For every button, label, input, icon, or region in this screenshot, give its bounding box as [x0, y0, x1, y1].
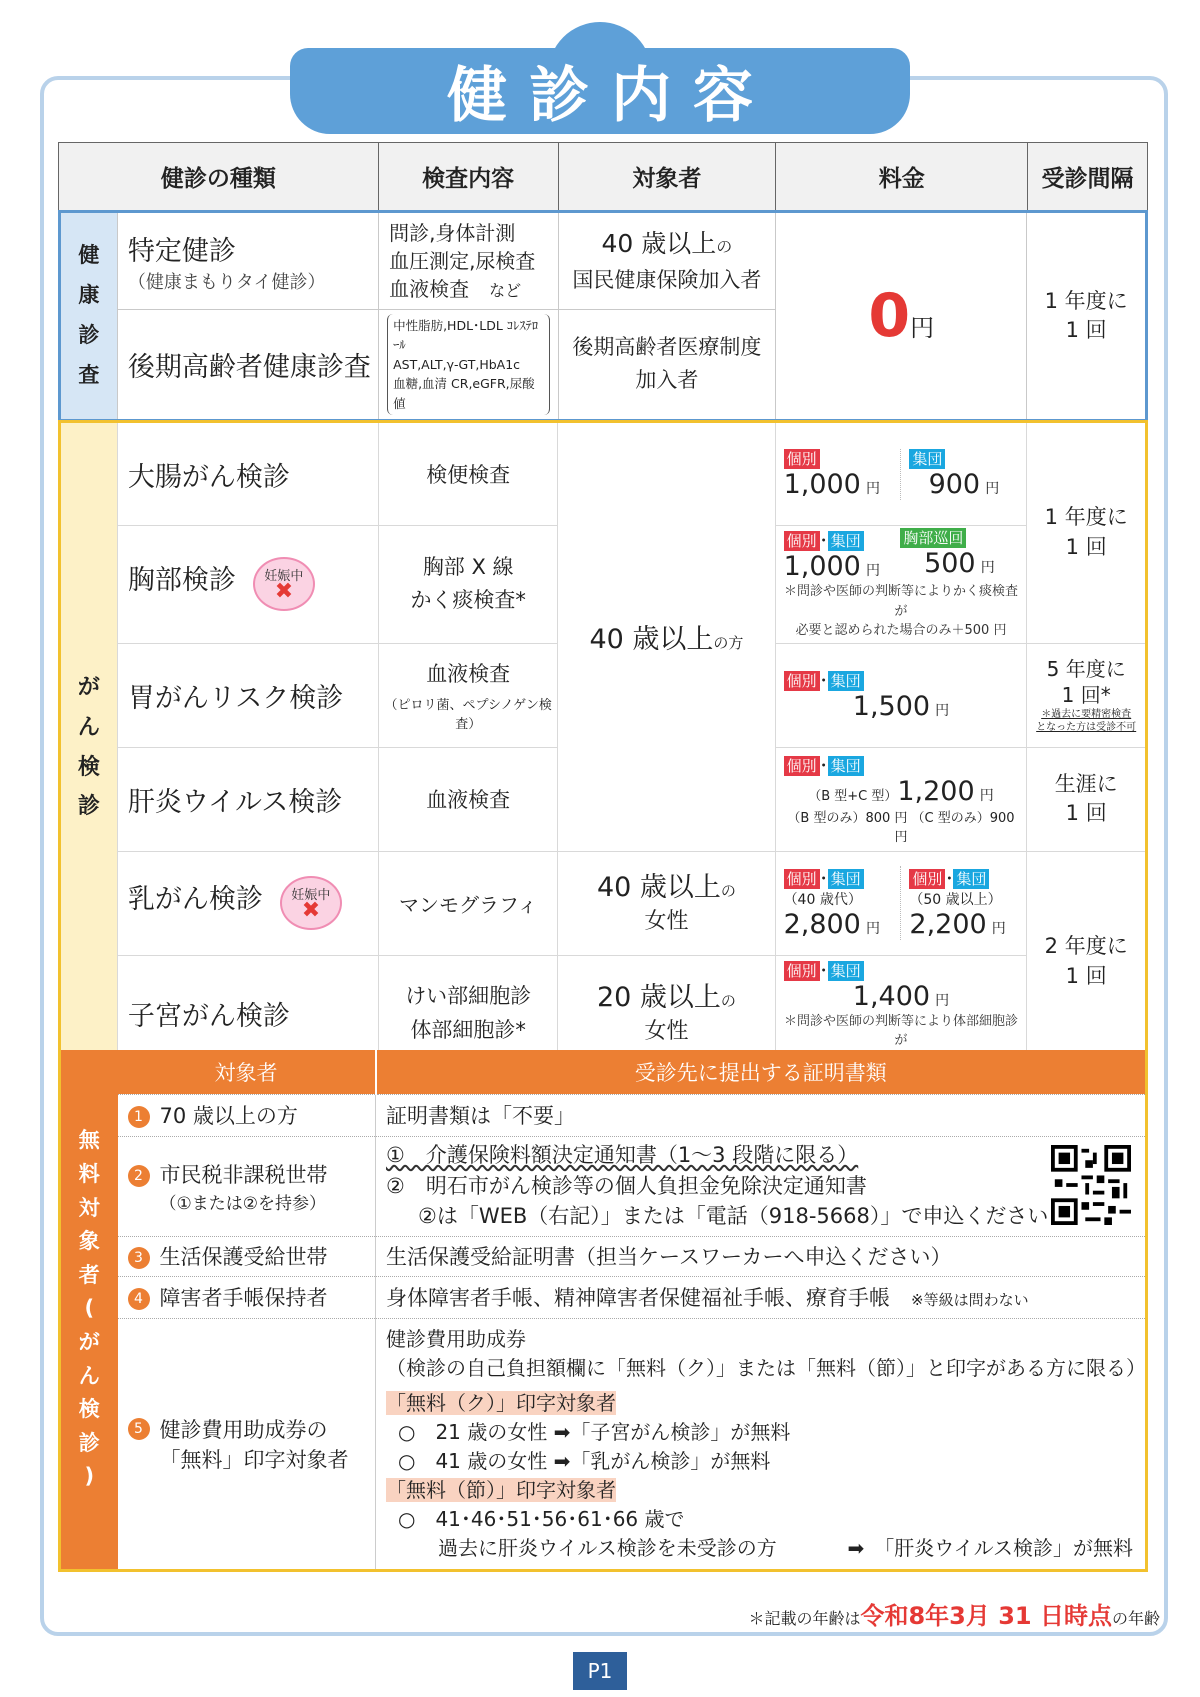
- page-number: P1: [573, 1652, 627, 1690]
- cancer-row-colon: 大腸がん検診: [117, 422, 378, 526]
- cancer-row-liver-fee: 個別 ･ 集団 （B 型+C 型）1,200 円 （B 型のみ）800 円 （C 型のみ）900 円: [775, 747, 1027, 851]
- cancer-row-liver-exam: 血液検査: [379, 747, 558, 851]
- pregnancy-warning-icon: 妊娠中 ✖: [253, 557, 315, 611]
- free-row-1-target: 1 70 歳以上の方: [118, 1094, 376, 1136]
- free-row-5-doc: 健診費用助成券 （検診の自己負担額欄に「無料（ク）」または「無料（節）」と印字がある方に限る） 「無料（ク）」印字対象者 ○ 21 歳の女性 ➡「子宮がん検診」が無料 ○ 41 歳の女性 ➡「乳がん検診」が無料 「無料（節）」印字対象者 ○ 41･46･51･56･61･66 歳で 過去に肝炎ウイルス検診を未受診の方 ➡ 「肝炎ウイルス検診」が無料: [376, 1318, 1147, 1570]
- page-title: 健診内容: [447, 61, 775, 131]
- qr-code-icon[interactable]: [1051, 1145, 1131, 1225]
- cancer-row-stomach-interval: 5 年度に 1 回* ＊過去に要精密検査 となった方は受診不可: [1027, 643, 1147, 747]
- free-row-4-target: 4 障害者手帳保持者: [118, 1276, 376, 1318]
- header-exam: 検査内容: [378, 143, 558, 211]
- cancer-row-colon-exam: 検便検査: [379, 422, 558, 526]
- free-head-doc: 受診先に提出する証明書類: [376, 1050, 1147, 1094]
- cancer-row-uterine-exam: けい部細胞診 体部細胞診*: [379, 955, 558, 1074]
- health-interval: 1 年度に 1 回: [1027, 212, 1147, 421]
- footer-note: ＊記載の年齢は令和8年3月 31 日時点の年齢: [748, 1602, 1160, 1630]
- free-table: [58, 1050, 1148, 1572]
- cancer-row-stomach-exam: 血液検査 （ピロリ菌、ペプシノゲン検査）: [379, 643, 558, 747]
- free-row-5-target: 5 健診費用助成券の 「無料」印字対象者: [118, 1318, 376, 1570]
- free-row-3-doc: 生活保護受給証明書（担当ケースワーカーへ申込ください）: [376, 1236, 1147, 1276]
- cancer-row-uterine-target: 20 歳以上の 女性: [558, 955, 775, 1074]
- cancer-row-uterine-fee: 個別 ･ 集団 1,400 円 ＊問診や医師の判断等により体部細胞診が: [775, 955, 1027, 1074]
- header-fee: 料金: [776, 143, 1028, 211]
- free-label: 無 料 対 象 者 ( が ん 検 診 ): [60, 1050, 118, 1570]
- free-row-1-doc: 証明書類は「不要」: [376, 1094, 1147, 1136]
- health-label: 健 康 診 査: [60, 212, 118, 421]
- health-item1-target: 40 歳以上の 国民健康保険加入者: [558, 212, 775, 310]
- cancer-row-breast: 乳がん検診 妊娠中 ✖: [117, 851, 378, 955]
- cancer-row-chest: 胸部検診 妊娠中 ✖: [117, 526, 378, 644]
- free-row-2-target: 2 市民税非課税世帯 （①または②を持参）: [118, 1136, 376, 1236]
- cancer-table: [58, 420, 1148, 1075]
- free-row-3-target: 3 生活保護受給世帯: [118, 1236, 376, 1276]
- free-head-target: 対象者: [118, 1050, 376, 1094]
- cancer-row-stomach: 胃がんリスク検診: [117, 643, 378, 747]
- cancer-row-liver-interval: 生涯に 1 回: [1027, 747, 1147, 851]
- cancer-row-chest-exam: 胸部 X 線 かく痰検査*: [379, 526, 558, 644]
- health-item2-target: 後期高齢者医療制度 加入者: [558, 310, 775, 421]
- cancer-interval-bottom: 2 年度に 1 回: [1027, 851, 1147, 1074]
- cancer-row-chest-fee: 個別 ･ 集団 1,000 円 胸部巡回 500 円 ＊問診や医師の判断等によりかく痰検査が 必要と認められた場合のみ＋500 円: [775, 526, 1027, 644]
- cancer-row-colon-fee: 個別 1,000 円 集団 900 円: [775, 422, 1027, 526]
- title-tab: [290, 48, 910, 134]
- cancer-label: が ん 検 診: [60, 422, 118, 1074]
- cancer-row-liver: 肝炎ウイルス検診: [117, 747, 378, 851]
- cancer-common-target: 40 歳以上の方: [558, 422, 775, 852]
- health-table: [58, 210, 1148, 422]
- header-type: 健診の種類: [59, 143, 379, 211]
- cancer-row-uterine: 子宮がん検診: [117, 955, 378, 1074]
- cancer-row-breast-fee: 個別 ･ 集団 （40 歳代） 2,800 円 個別 ･ 集団 （50 歳以上） 2,200 円: [775, 851, 1027, 955]
- cancer-row-breast-target: 40 歳以上の 女性: [558, 851, 775, 955]
- cancer-interval-top: 1 年度に 1 回: [1027, 422, 1147, 644]
- health-fee: 0円: [776, 212, 1027, 421]
- header-target: 対象者: [558, 143, 776, 211]
- header-interval: 受診間隔: [1028, 143, 1148, 211]
- header-table: [58, 142, 1148, 211]
- health-item1: 特定健診 （健康まもりタイ健診）: [117, 212, 378, 310]
- free-row-2-doc: ① 介護保険料額決定通知書（1～3 段階に限る） ② 明石市がん検診等の個人負担金免除決定通知書 ②は「WEB（右記）」または「電話（918-5668）」で申込ください: [376, 1136, 1147, 1236]
- health-item1-exam: 問診,身体計測 血圧測定,尿検査 血液検査 など: [379, 212, 559, 310]
- cancer-row-breast-exam: マンモグラフィ: [379, 851, 558, 955]
- pregnancy-warning-icon: 妊娠中 ✖: [280, 876, 342, 930]
- health-item2-exam: 中性脂肪,HDL･LDL ｺﾚｽﾃﾛｰﾙ AST,ALT,γ-GT,HbA1c 血糖,血清 CR,eGFR,尿酸値: [379, 310, 559, 421]
- health-item2: 後期高齢者健康診査: [117, 310, 378, 421]
- cancer-row-stomach-fee: 個別 ･ 集団 1,500 円: [775, 643, 1027, 747]
- free-row-4-doc: 身体障害者手帳、精神障害者保健福祉手帳、療育手帳 ※等級は問わない: [376, 1276, 1147, 1318]
